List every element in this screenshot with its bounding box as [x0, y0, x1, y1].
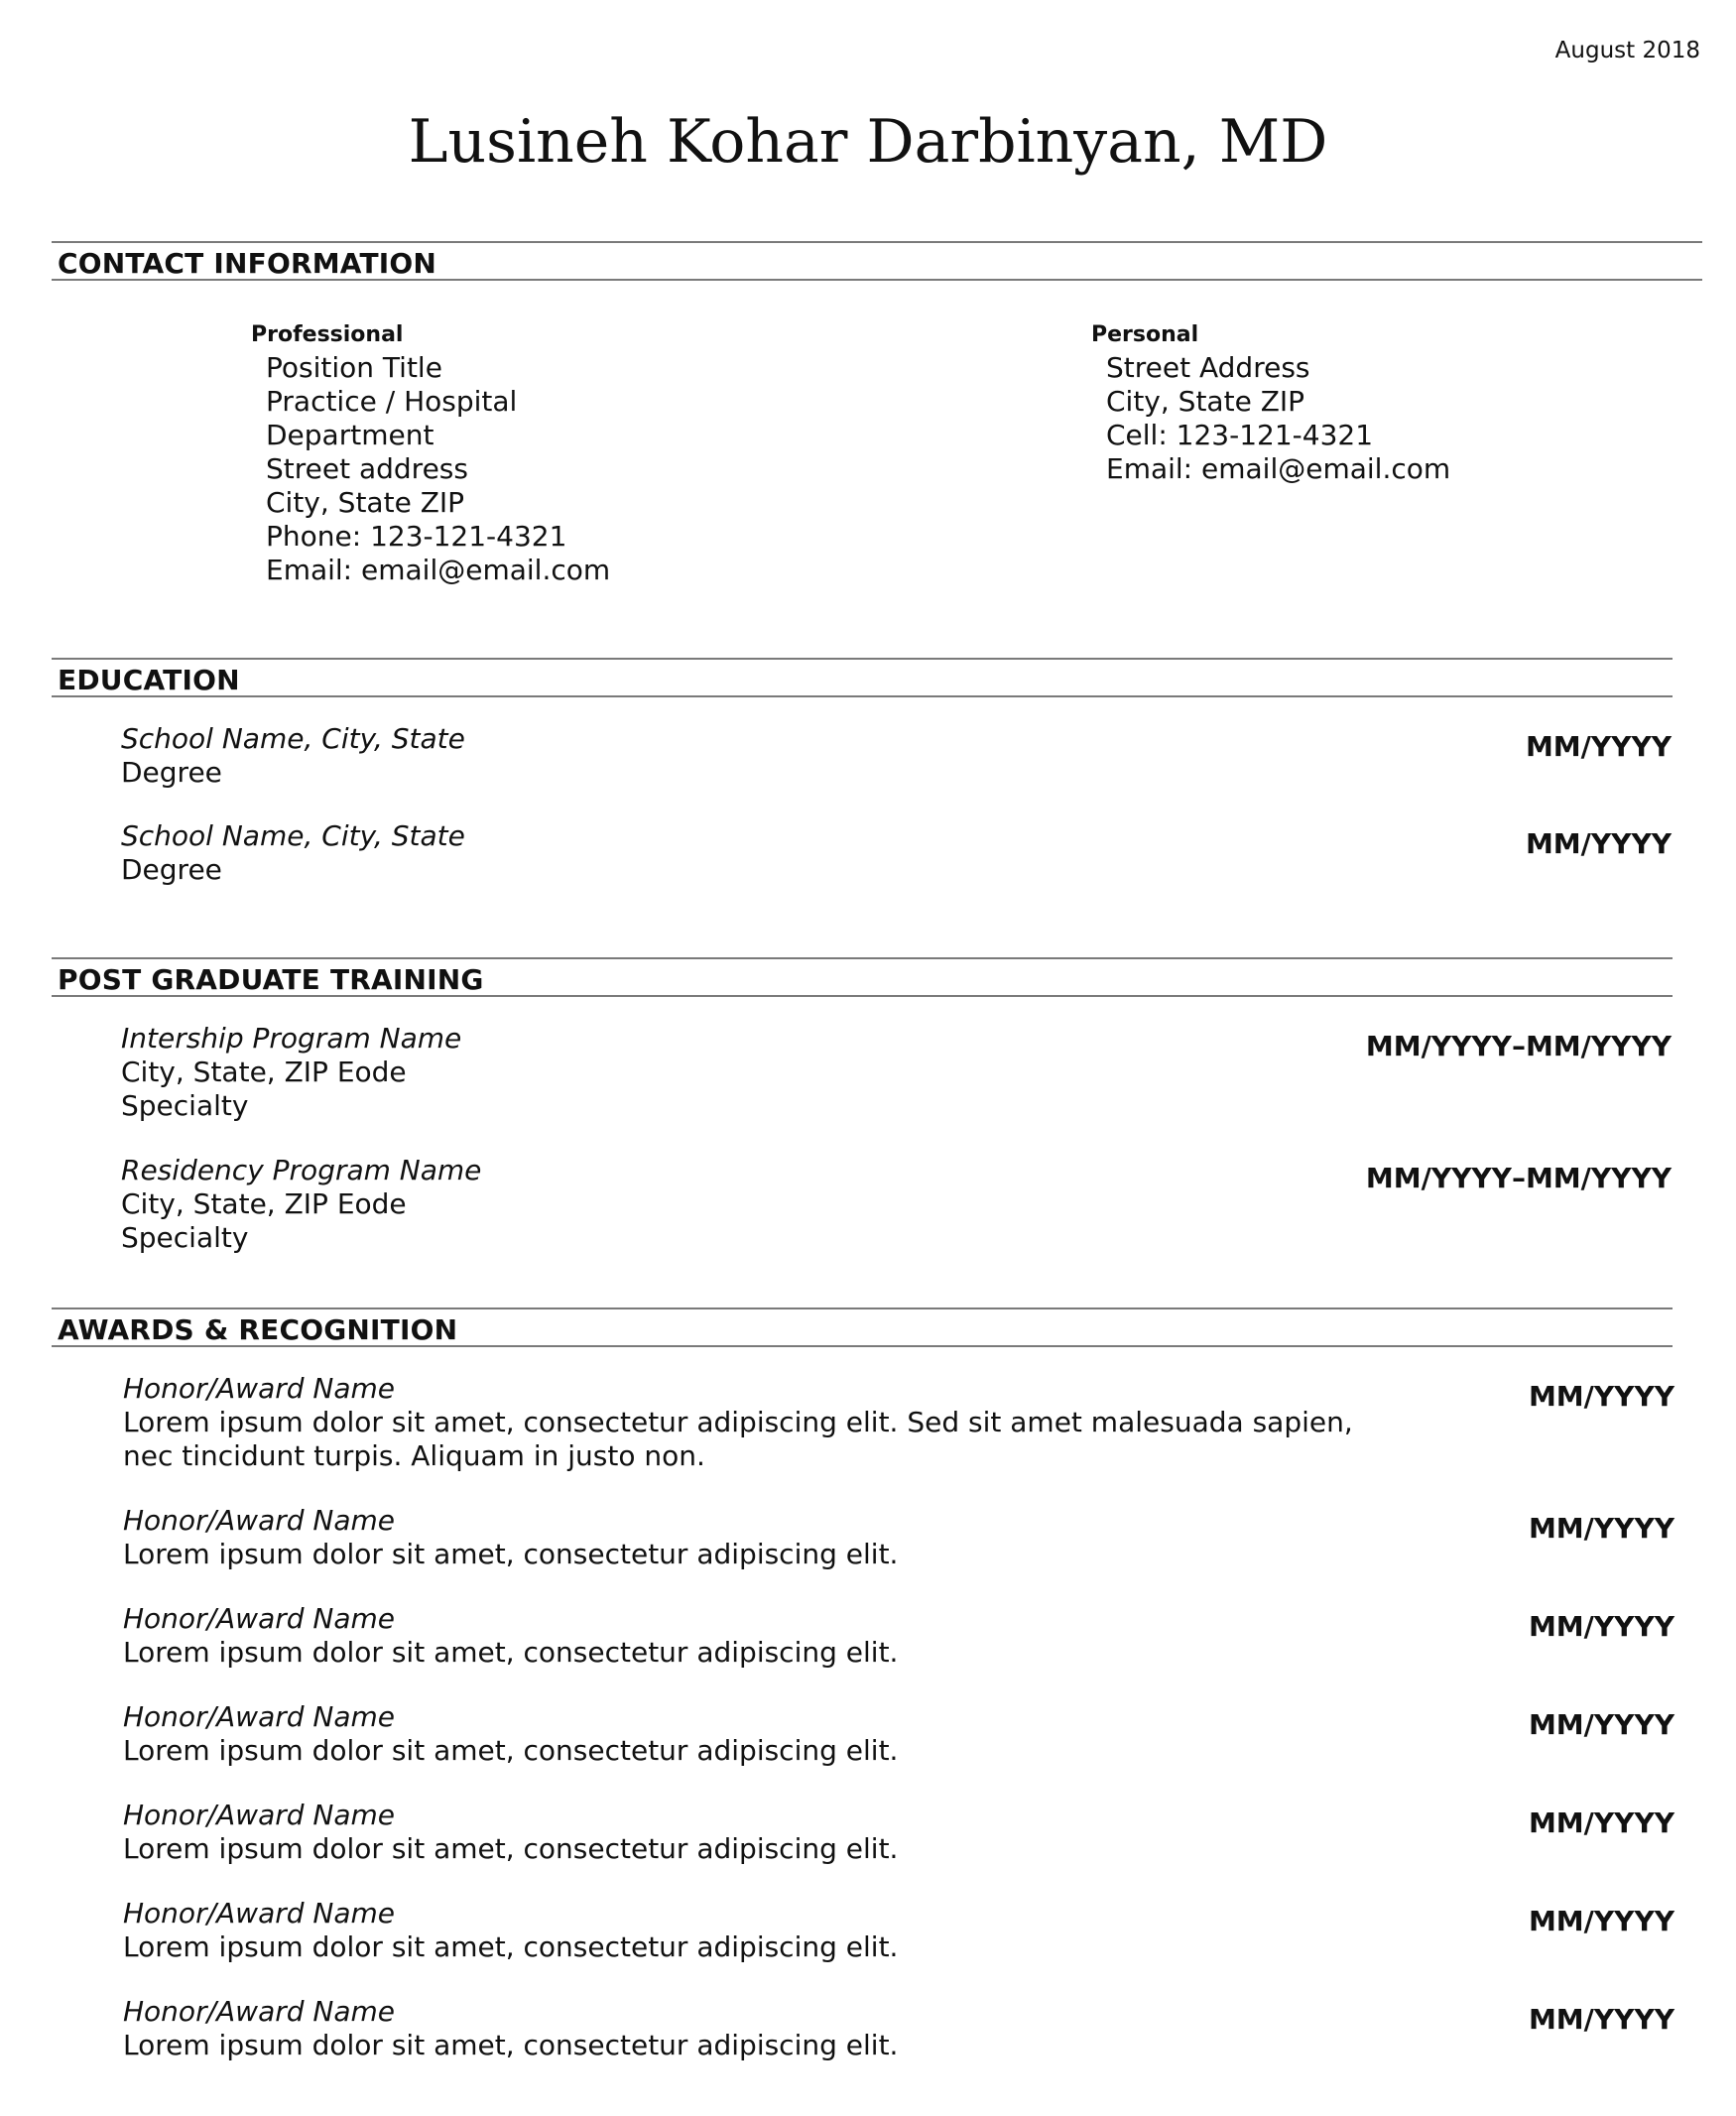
entry-title: Residency Program Name — [121, 1154, 482, 1186]
contact-label: Professional — [251, 322, 404, 347]
contact-line: Position Title — [266, 351, 442, 384]
entry-line: Lorem ipsum dolor sit amet, consectetur adipiscing elit. — [123, 1636, 899, 1669]
contact-line: Street address — [266, 452, 468, 485]
entry-title: Honor/Award Name — [123, 1504, 396, 1537]
section-title: EDUCATION — [58, 664, 240, 696]
entry-title: Intership Program Name — [121, 1022, 462, 1055]
entry-line: Lorem ipsum dolor sit amet, consectetur adipiscing elit. — [123, 1734, 899, 1767]
entry-title: Honor/Award Name — [123, 1602, 396, 1635]
entry-line: Lorem ipsum dolor sit amet, consectetur adipiscing elit. — [123, 1930, 899, 1963]
contact-line: City, State ZIP — [1106, 385, 1305, 418]
contact-line: Email: email@email.com — [1106, 452, 1451, 485]
contact-line: Practice / Hospital — [266, 385, 518, 418]
entry-line: Specialty — [121, 1089, 249, 1122]
entry-title: Honor/Award Name — [123, 1799, 396, 1831]
training-entry — [121, 1154, 481, 1255]
entry-date: MM/YYYY — [1528, 2003, 1674, 2036]
award-entry — [123, 1897, 898, 1964]
award-entry — [123, 1372, 1353, 1473]
contact-line: Cell: 123-121-4321 — [1106, 419, 1374, 451]
entry-date: MM/YYYY — [1528, 1806, 1674, 1839]
training-entry — [121, 1022, 461, 1123]
entry-line: City, State, ZIP Eode — [121, 1187, 407, 1220]
education-entry — [121, 722, 465, 790]
contact-personal — [1091, 322, 1450, 486]
contact-line: Email: email@email.com — [266, 554, 611, 586]
entry-line: Specialty — [121, 1221, 249, 1254]
entry-line: Lorem ipsum dolor sit amet, consectetur adipiscing elit. — [123, 1832, 899, 1865]
section-header-training — [52, 957, 1673, 997]
entry-line: Lorem ipsum dolor sit amet, consectetur adipiscing elit. Sed sit amet malesuada sapien, — [123, 1406, 1353, 1438]
document-date: August 2018 — [1554, 38, 1700, 63]
contact-line: Phone: 123-121-4321 — [266, 520, 567, 553]
entry-date: MM/YYYY — [1528, 1610, 1674, 1643]
section-header-contact — [52, 241, 1702, 281]
entry-line: Lorem ipsum dolor sit amet, consectetur adipiscing elit. — [123, 2029, 899, 2061]
contact-line: Street Address — [1106, 351, 1310, 384]
contact-professional — [251, 322, 610, 587]
entry-date: MM/YYYY–MM/YYYY — [1365, 1030, 1672, 1062]
entry-date: MM/YYYY — [1528, 1512, 1674, 1545]
entry-title: School Name, City, State — [121, 819, 465, 852]
entry-line: Lorem ipsum dolor sit amet, consectetur adipiscing elit. — [123, 1538, 899, 1570]
entry-title: Honor/Award Name — [123, 1897, 396, 1929]
contact-line: Department — [266, 419, 434, 451]
entry-date: MM/YYYY — [1525, 730, 1672, 763]
entry-date: MM/YYYY — [1525, 827, 1672, 860]
entry-line: nec tincidunt turpis. Aliquam in justo non. — [123, 1439, 705, 1472]
entry-title: School Name, City, State — [121, 722, 465, 755]
award-entry — [123, 1799, 898, 1866]
entry-line: Degree — [121, 853, 222, 886]
entry-title: Honor/Award Name — [123, 1995, 396, 2028]
entry-line: City, State, ZIP Eode — [121, 1056, 407, 1088]
award-entry — [123, 1504, 898, 1571]
contact-line: City, State ZIP — [266, 486, 465, 519]
entry-title: Honor/Award Name — [123, 1372, 396, 1405]
entry-date: MM/YYYY — [1528, 1380, 1674, 1413]
entry-date: MM/YYYY — [1528, 1708, 1674, 1741]
page-title: Lusineh Kohar Darbinyan, MD — [408, 107, 1328, 177]
education-entry — [121, 819, 465, 887]
award-entry — [123, 1995, 898, 2062]
section-header-awards — [52, 1307, 1673, 1347]
contact-label: Personal — [1091, 322, 1199, 347]
entry-date: MM/YYYY–MM/YYYY — [1365, 1162, 1672, 1194]
section-title: POST GRADUATE TRAINING — [58, 963, 484, 996]
entry-title: Honor/Award Name — [123, 1700, 396, 1733]
section-title: CONTACT INFORMATION — [58, 247, 437, 280]
section-title: AWARDS & RECOGNITION — [58, 1313, 458, 1346]
award-entry — [123, 1602, 898, 1670]
entry-date: MM/YYYY — [1528, 1905, 1674, 1937]
award-entry — [123, 1700, 898, 1768]
entry-line: Degree — [121, 756, 222, 789]
section-header-education — [52, 658, 1673, 697]
